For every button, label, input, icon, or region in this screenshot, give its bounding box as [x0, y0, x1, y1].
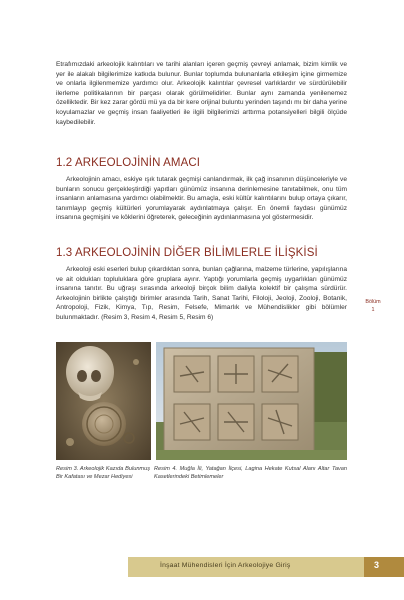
section-heading-iliski: 1.3 ARKEOLOJİNİN DİĞER BİLİMLERLE İLİŞKİSİ: [56, 247, 318, 259]
section-amac: [56, 156, 347, 223]
section-iliski: [56, 246, 347, 323]
iliski-paragraph: Arkeoloji eski eserleri bulup çıkardıktan sonra, bunları çağlarına, malzeme türlerine, yapılışlarına ve ait oldukları topluluklara göre gruplara ayırır. Yaptığı yorumlarla geçmiş uygarlıkları günümüz insanına tanıtır. Bu uğraşı sırasında arkeoloji birçok bilim daliyla kolektif bir çalışma sürdürür. Arkeolojinin birlikte çalıştığı birimler arasında Tarih, Sanat Tarihi, Filoloji, Jeoloji, Zooloji, Botanik, Antropoloji, Fizik, Kimya, Tıp, Resim, Felsefe, Mimarlık ve Mühendislikler gibi bölümler bulunmaktadır. (Resim 3, Resim 4, Resim 5, Resim 6): [56, 266, 347, 321]
altar-relief-photo: [156, 342, 347, 460]
section-heading-amac: 1.2 ARKEOLOJİNİN AMACI: [56, 157, 201, 169]
intro-paragraph: Etrafımızdaki arkeolojik kalıntıları ve tarihi alanları içeren geçmiş çevreyi anlamak, bizim kimlik ve yer ile alakalı bilgilerimize katkıda bulunur. Bunlar toplumda bulunanlarla etkileşim içine girmemize ve onlarla ilgilenmemize yardımcı olur. Arkeolojik kalıntılar çevresel varlıklardır ve sürdürülebilir ilerleme politikalarının bir parçası olarak görülmelidirler. Bunlar aynı zamanda yenilenemez özelliktedir. Bir kez zarar gördü mü ya da bir kere orijinal buluntu yerinden taşındı mı bir daha yerine koyulamazlar ve geçmiş insan faaliyetleri ile ilgili bilgilerimizi arttırma potansiyelleri bilgili ölçüde kaybedilebilir.: [56, 61, 347, 126]
page-footer: [0, 545, 404, 600]
page-number-box: [364, 557, 404, 577]
photo-row: [56, 342, 347, 462]
caption-resim4: Resim 4. Muğla İli, Yatağan İlçesi, Lagina Hekate Kutsal Alanı Altar Tavan Kasetlerindeki Betimlemeler: [154, 466, 347, 480]
chapter-side-tab: [362, 298, 384, 314]
chapter-label: Bölüm: [365, 299, 381, 305]
page-number: 3: [374, 560, 380, 570]
chapter-number: 1: [371, 307, 375, 313]
intro-block: [56, 60, 347, 127]
footer-book-title: İnşaat Mühendisleri İçin Arkeolojiye Giriş: [160, 562, 291, 569]
amac-paragraph: Arkeolojinin amacı, eskiye ışık tutarak geçmişi canlandırmak, ilk çağ insanının düşünceleriyle ve bunların sonucu gerçekleştirdiği yapıtları günümüz insanına derinlemesine tanıtabilmek, onu tüm insanların anlamasına yardımcı olabilmektir. Bu amaçla, eski kültür kalıntılarını bulup ortaya çıkarır, tanımlayıp geçmiş kültürleri yorumlayarak aydınlatmaya çalışır. En önemli faydası günümüz insanına geçmişini ve köklerini öğreterek, geleceğinin aydınlanmasına yol göstermesidir.: [56, 176, 347, 222]
caption-resim3: Resim 3. Arkeolojik Kazıda Bulunmuş Bir Kafatası ve Mezar Hediyesi: [56, 466, 150, 480]
skull-photo: [56, 342, 151, 460]
